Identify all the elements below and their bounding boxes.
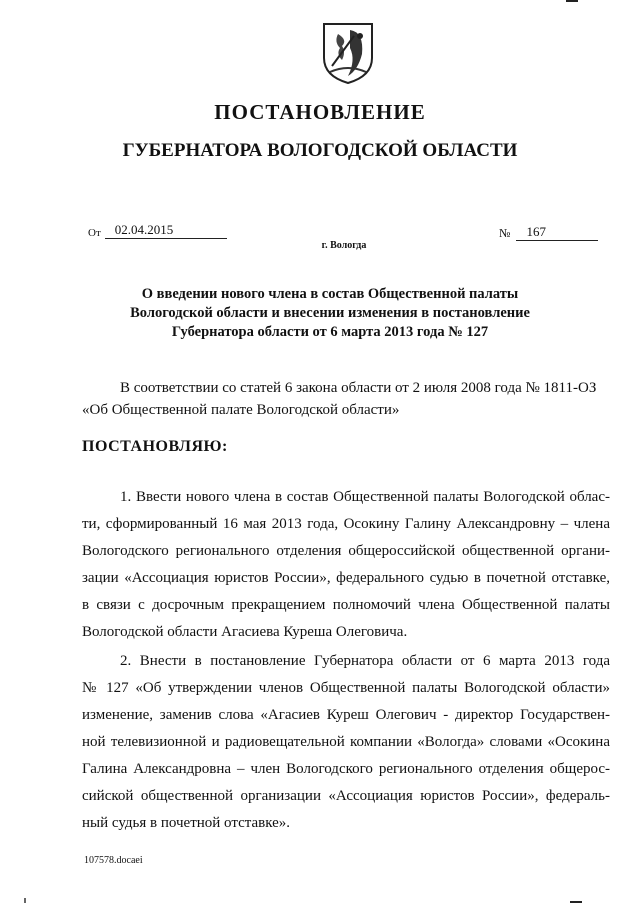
item-1 (82, 484, 610, 646)
item-1-line: зации «Ассоциация юристов России», федерального судью в почетной отставке, (82, 570, 610, 586)
number-prefix: № (499, 226, 511, 240)
document-title: ПОСТАНОВЛЕНИЕ (214, 100, 426, 124)
coat-of-arms-icon (320, 20, 376, 86)
document-number: 167 (516, 224, 598, 241)
preamble-line: «Об Общественной палате Вологодской области» (82, 402, 400, 418)
scan-mark (566, 0, 578, 2)
item-2-line: ный судья в почетной отставке». (82, 815, 291, 831)
item-2 (82, 648, 610, 837)
item-2-line: № 127 «Об утверждении членов Общественной палаты Вологодской области» (82, 680, 610, 696)
item-2-line: Галина Александровна – член Вологодского регионального отделения общерос- (82, 761, 610, 777)
date-underline (199, 225, 227, 239)
document-subtitle: ГУБЕРНАТОРА ВОЛОГОДСКОЙ ОБЛАСТИ (122, 140, 518, 161)
document-date: 02.04.2015 (105, 222, 199, 239)
date-prefix: От (88, 227, 101, 239)
item-1-line: ти, сформированный 16 мая 2013 года, Осокину Галину Александровну – члена (82, 516, 610, 532)
preamble-line: В соответствии со статей 6 закона области от 2 июля 2008 года № 1811-ОЗ (120, 380, 597, 396)
item-2-line: ной телевизионной и радиовещательной компании «Вологда» словами «Осокина (82, 734, 610, 750)
item-1-line: Вологодского регионального отделения общероссийской общественной органи- (82, 543, 610, 559)
item-1-line: 1. Ввести нового члена в состав Общественной палаты Вологодской облас- (120, 489, 610, 505)
document-subject (120, 285, 540, 342)
item-1-line: в связи с досрочным прекращением полномочий члена Общественной палаты (82, 597, 610, 613)
number-field (499, 224, 598, 241)
item-2-line: 2. Внести в постановление Губернатора области от 6 марта 2013 года (120, 653, 610, 669)
subject-line: Губернатора области от 6 марта 2013 года № 127 (171, 324, 489, 340)
scan-mark (24, 898, 26, 903)
city-label: г. Вологда (321, 240, 367, 251)
footer-filename: 107578.docaei (84, 855, 143, 866)
resolve-heading: ПОСТАНОВЛЯЮ: (82, 438, 228, 455)
item-2-line: сийской общественной организации «Ассоциация юристов России», федераль- (82, 788, 610, 804)
item-1-line: Вологодской области Агасиева Куреша Олеговича. (82, 624, 408, 640)
date-field (88, 222, 227, 239)
subject-line: О введении нового члена в состав Общественной палаты (141, 286, 519, 302)
preamble (82, 377, 610, 421)
item-2-line: изменение, заменив слова «Агасиев Куреш Олегович - директор Государствен- (82, 707, 610, 723)
subject-line: Вологодской области и внесении изменения в постановление (130, 305, 530, 321)
scan-mark (570, 901, 582, 903)
